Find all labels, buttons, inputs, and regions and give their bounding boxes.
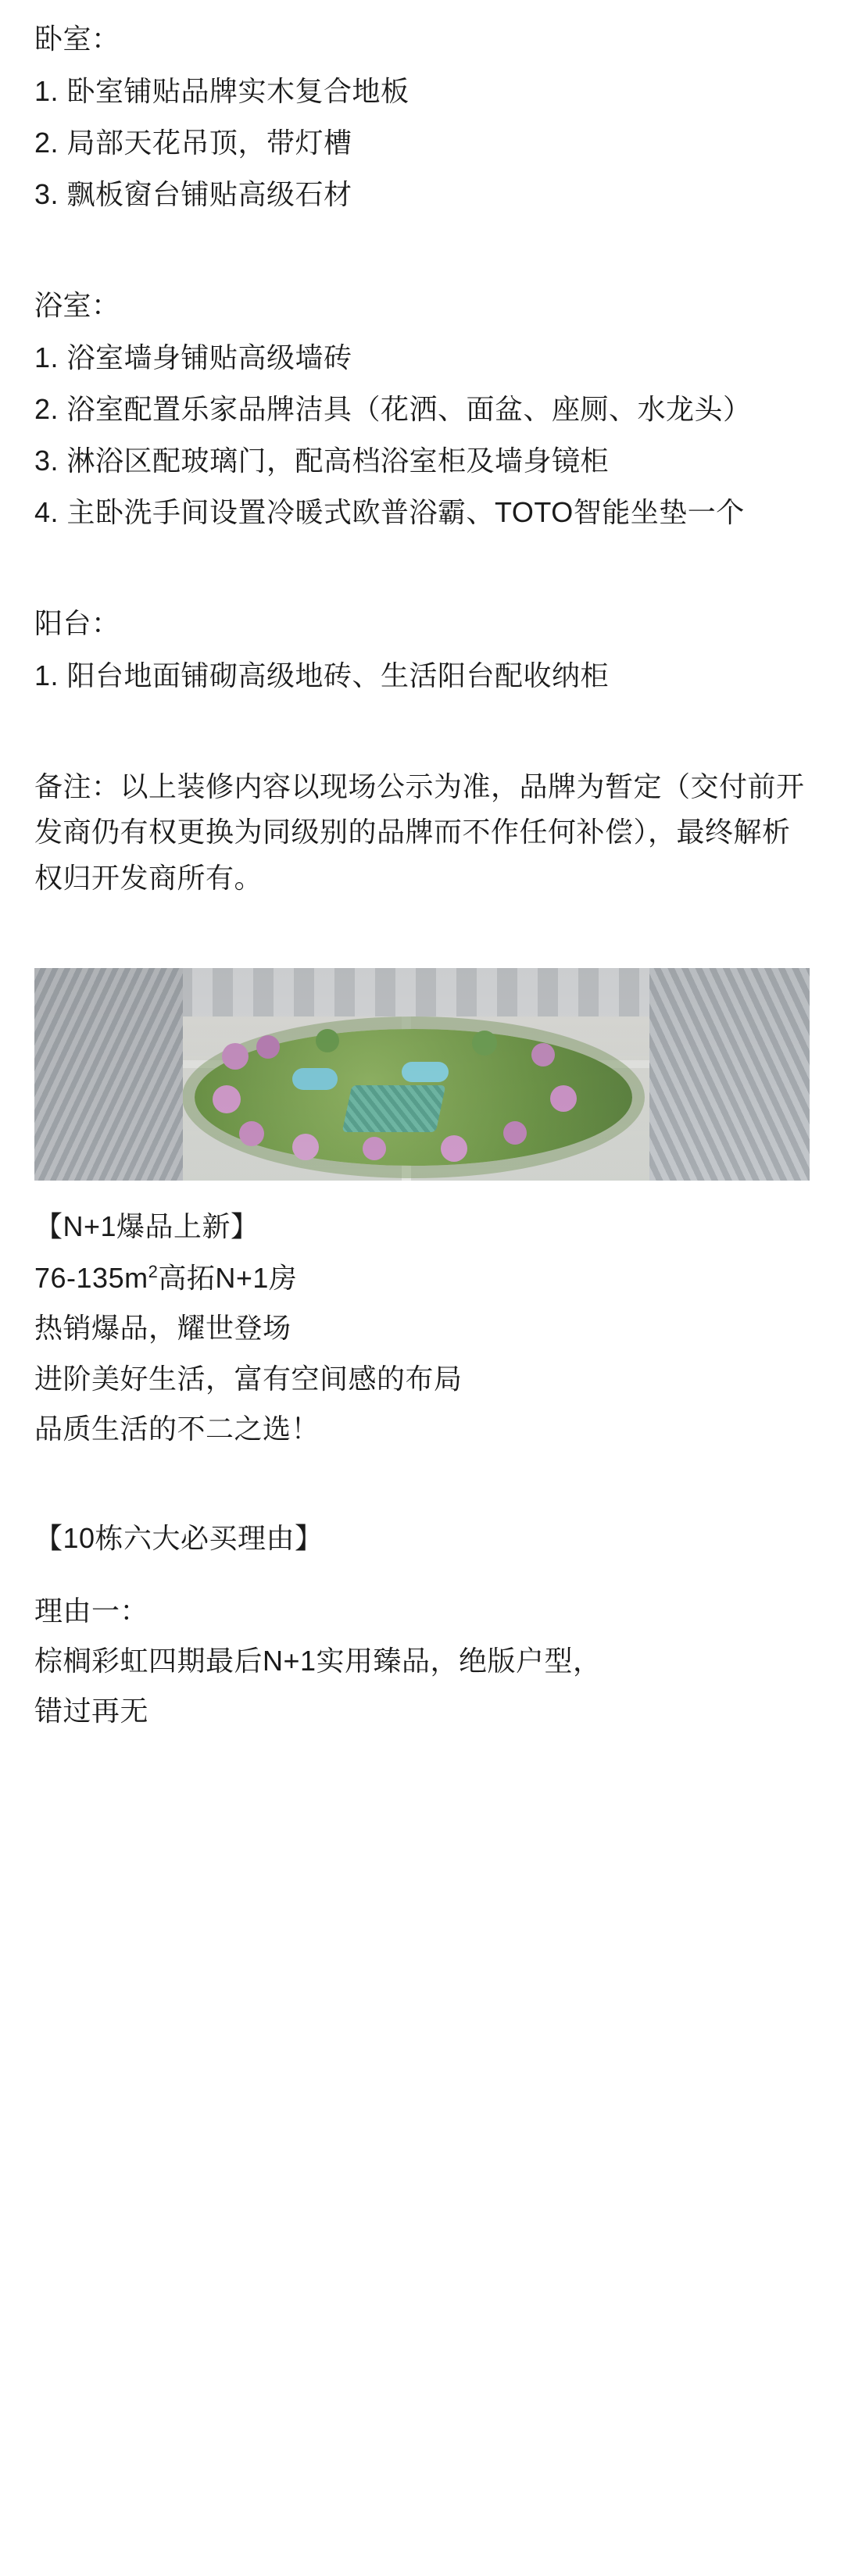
photo-deck: [342, 1085, 446, 1132]
promo-spec: [34, 1256, 810, 1301]
section-title-bedroom: 卧室：: [34, 23, 120, 55]
reasons-headline: 【10栋六大必买理由】: [34, 1522, 324, 1555]
photo-pool: [402, 1062, 449, 1082]
list-item: 3. 飘板窗台铺贴高级石材: [34, 178, 352, 211]
photo-tree: [550, 1085, 577, 1112]
photo-right-buildings: [649, 968, 810, 1181]
photo-tree: [363, 1137, 386, 1160]
photo-tree: [222, 1043, 249, 1070]
section-list-balcony: [34, 653, 810, 698]
promo-block: [34, 1204, 810, 1452]
aerial-view-image: [34, 968, 810, 1181]
section-list-bathroom: [34, 335, 810, 536]
reason-body-line: 棕榈彩虹四期最后N+1实用臻品，绝版户型，: [34, 1645, 602, 1677]
section-bedroom: [34, 17, 810, 218]
spacer: [34, 542, 810, 602]
photo-pool: [292, 1068, 338, 1090]
photo-tree: [256, 1035, 280, 1059]
photo-tree: [316, 1029, 339, 1052]
photo-tree: [531, 1043, 555, 1066]
photo-tree: [503, 1121, 527, 1145]
promo-line: 品质生活的不二之选！: [34, 1413, 320, 1445]
list-item: 2. 局部天花吊顶，带灯槽: [34, 127, 352, 159]
section-title-balcony: 阳台：: [34, 606, 120, 639]
list-item: 2. 浴室配置乐家品牌洁具（花洒、面盆、座厕、水龙头）: [34, 392, 752, 425]
reason-body-line: 错过再无: [34, 1695, 149, 1727]
list-item: 1. 阳台地面铺砌高级地砖、生活阳台配收纳柜: [34, 659, 610, 691]
photo-tree: [239, 1121, 264, 1146]
promo-spec-sup: 2: [148, 1262, 159, 1282]
promo-headline: 【N+1爆品上新】: [34, 1209, 259, 1242]
section-balcony: [34, 602, 810, 698]
spacer: [34, 1568, 810, 1588]
reasons-block: [34, 1516, 810, 1734]
photo-tree: [213, 1085, 241, 1113]
spacer: [34, 1456, 810, 1516]
section-title-bathroom: 浴室：: [34, 288, 120, 321]
photo-left-buildings: [34, 968, 183, 1181]
list-item: 4. 主卧洗手间设置冷暖式欧普浴霸、TOTO智能坐垫一个: [34, 496, 745, 529]
spacer: [34, 224, 810, 284]
photo-top-buildings: [152, 968, 692, 1023]
list-item: 3. 淋浴区配玻璃门，配高档浴室柜及墙身镜柜: [34, 445, 610, 477]
promo-line: 热销爆品，耀世登场: [34, 1312, 291, 1345]
promo-spec-suffix: 高拓N+1房: [158, 1262, 298, 1295]
section-list-bedroom: [34, 69, 810, 218]
aerial-view-illustration: [34, 968, 810, 1181]
list-item: 1. 浴室墙身铺贴高级墙砖: [34, 341, 352, 373]
photo-tree: [292, 1134, 319, 1160]
promo-line: 进阶美好生活，富有空间感的布局: [34, 1362, 463, 1395]
reason-label: 理由一：: [34, 1594, 149, 1627]
disclaimer-note: 备注：以上装修内容以现场公示为准，品牌为暂定（交付前开发商仍有权更换为同级别的品牌而不作任何补偿），最终解析权归开发商所有。: [34, 770, 805, 894]
list-item: 1. 卧室铺贴品牌实木复合地板: [34, 74, 409, 107]
spacer: [34, 901, 810, 960]
promo-spec-prefix: 76-135m: [34, 1262, 148, 1295]
section-bathroom: [34, 284, 810, 536]
photo-tree: [472, 1031, 497, 1056]
spacer: [34, 705, 810, 764]
photo-tree: [441, 1135, 467, 1162]
